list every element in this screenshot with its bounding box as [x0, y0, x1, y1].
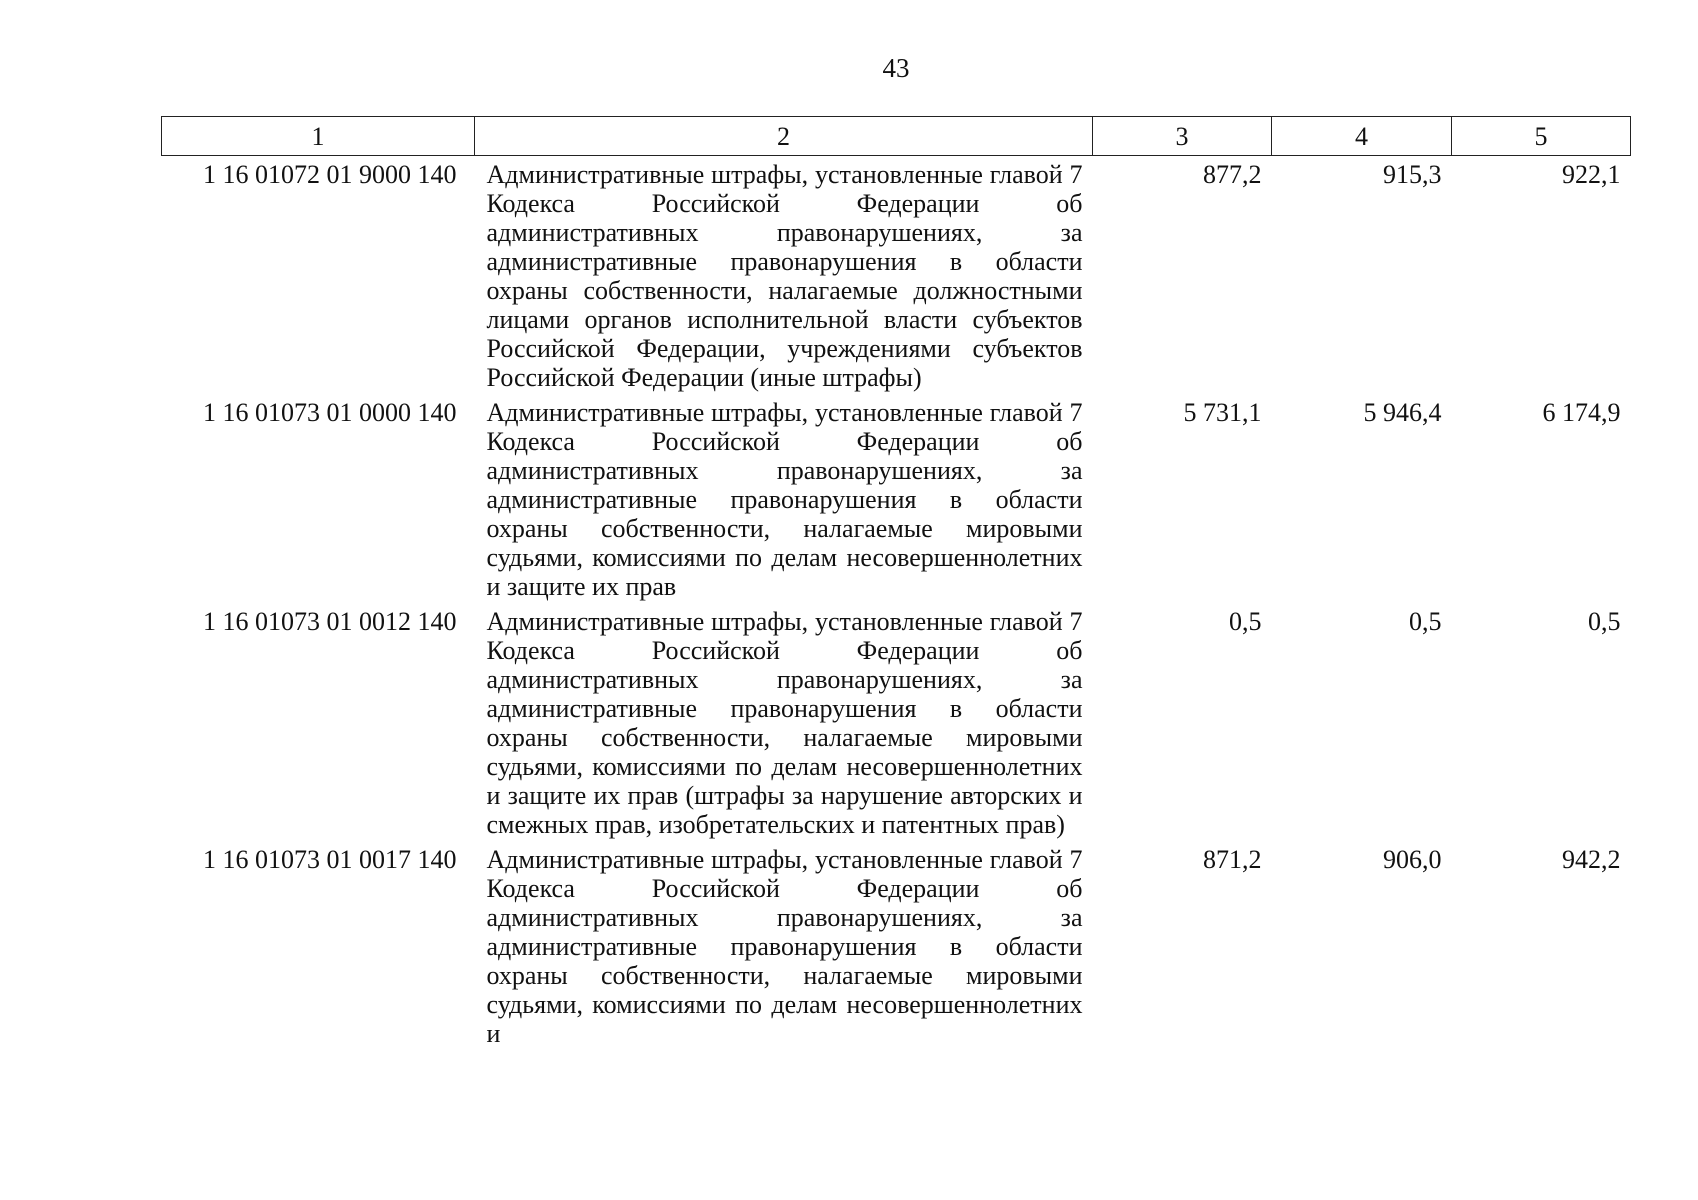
table-row — [162, 607, 1631, 845]
row-value-col5: 0,5 — [1588, 607, 1621, 636]
row-value-col4: 0,5 — [1409, 607, 1442, 636]
table-body — [162, 156, 1631, 1049]
budget-table — [161, 116, 1631, 1048]
row-description: Административные штрафы, установленные главой 7 Кодекса Российской Федерации об административных правонарушениях, за административные правонарушения в области охраны собственности, налагаемые мировыми судьями, комиссиями по делам несовершеннолетних и — [486, 845, 1083, 1048]
row-description: Административные штрафы, установленные главой 7 Кодекса Российской Федерации об административных правонарушениях, за административные правонарушения в области охраны собственности, налагаемые мировыми судьями, комиссиями по делам несовершеннолетних и защите их прав (штрафы за нарушение авторских и смежных прав, изобретательских и патентных прав) — [486, 607, 1083, 839]
row-code: 1 16 01072 01 9000 140 — [203, 160, 457, 189]
row-value-col4: 915,3 — [1383, 160, 1442, 189]
row-value-col3: 0,5 — [1229, 607, 1262, 636]
row-value-col5: 922,1 — [1562, 160, 1621, 189]
header-col-5: 5 — [1452, 117, 1631, 156]
row-code: 1 16 01073 01 0017 140 — [203, 845, 457, 874]
table-row — [162, 845, 1631, 1048]
header-col-3: 3 — [1093, 117, 1272, 156]
row-value-col3: 5 731,1 — [1183, 398, 1262, 427]
row-value-col4: 5 946,4 — [1363, 398, 1442, 427]
row-code: 1 16 01073 01 0012 140 — [203, 607, 457, 636]
row-value-col3: 871,2 — [1203, 845, 1262, 874]
row-value-col4: 906,0 — [1383, 845, 1442, 874]
header-col-2: 2 — [475, 117, 1093, 156]
table-row — [162, 156, 1631, 399]
table-header — [162, 117, 1631, 156]
row-value-col5: 942,2 — [1562, 845, 1621, 874]
header-row — [162, 117, 1631, 156]
table-row — [162, 398, 1631, 607]
row-value-col3: 877,2 — [1203, 160, 1262, 189]
row-value-col5: 6 174,9 — [1542, 398, 1621, 427]
row-code: 1 16 01073 01 0000 140 — [203, 398, 457, 427]
header-col-1: 1 — [162, 117, 475, 156]
page-number: 43 — [882, 53, 910, 83]
row-description: Административные штрафы, установленные главой 7 Кодекса Российской Федерации об административных правонарушениях, за административные правонарушения в области охраны собственности, налагаемые мировыми судьями, комиссиями по делам несовершеннолетних и защите их прав — [486, 398, 1083, 601]
row-description: Административные штрафы, установленные главой 7 Кодекса Российской Федерации об административных правонарушениях, за административные правонарушения в области охраны собственности, налагаемые должностными лицами органов исполнительной власти субъектов Российской Федерации, учреждениями субъектов Российской Федерации (иные штрафы) — [486, 160, 1083, 392]
header-col-4: 4 — [1272, 117, 1452, 156]
